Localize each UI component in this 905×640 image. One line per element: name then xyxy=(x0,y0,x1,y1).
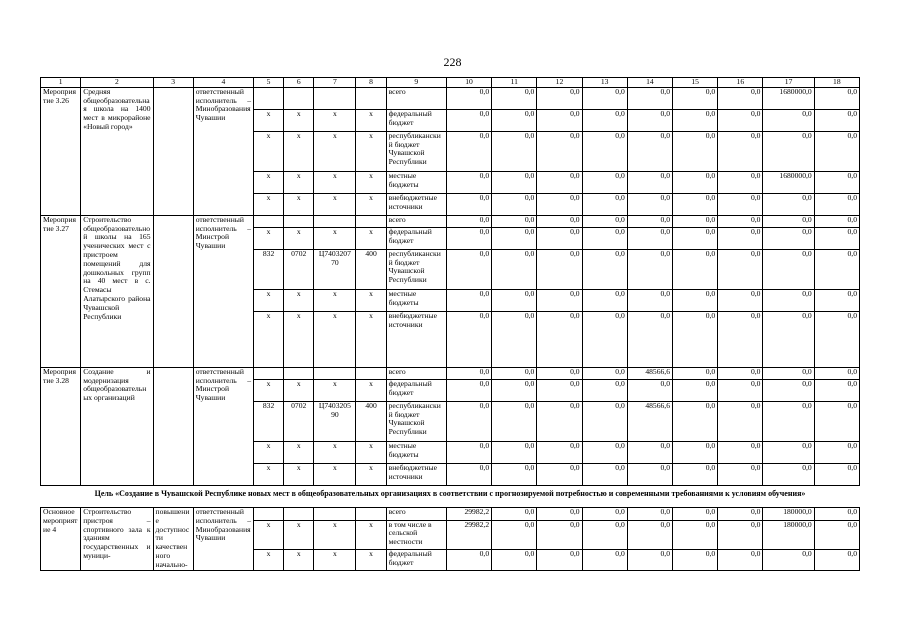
value-cell: 0,0 xyxy=(492,549,537,570)
value-cell: 0,0 xyxy=(718,463,763,485)
value-cell: 0,0 xyxy=(627,171,672,193)
value-cell: 0,0 xyxy=(492,311,537,367)
value-cell: 0,0 xyxy=(446,549,491,570)
value-cell: 0,0 xyxy=(763,249,814,289)
value-cell: 0,0 xyxy=(627,87,672,109)
code-cell: Ц7403205 90 xyxy=(314,401,356,441)
code-cell: x xyxy=(284,463,314,485)
code-cell: x xyxy=(314,109,356,131)
value-cell: 0,0 xyxy=(446,367,491,379)
value-cell: 0,0 xyxy=(537,227,582,249)
column-number-header: 15 xyxy=(673,78,718,88)
code-cell: x xyxy=(254,441,284,463)
responsible-cell: ответственный исполнитель – Минстрой Чувашии xyxy=(193,215,253,367)
value-cell: 0,0 xyxy=(446,463,491,485)
code-cell: x xyxy=(356,379,386,401)
value-cell: 0,0 xyxy=(627,520,672,549)
code-cell: 832 xyxy=(254,401,284,441)
value-cell: 0,0 xyxy=(763,289,814,311)
code-cell: x xyxy=(314,311,356,367)
value-cell: 0,0 xyxy=(492,379,537,401)
value-cell: 0,0 xyxy=(814,289,859,311)
value-cell: 0,0 xyxy=(718,508,763,521)
value-cell: 0,0 xyxy=(673,131,718,171)
table-row xyxy=(41,367,860,379)
code-cell: x xyxy=(284,549,314,570)
value-cell: 0,0 xyxy=(763,441,814,463)
value-cell: 0,0 xyxy=(814,193,859,215)
value-cell: 0,0 xyxy=(814,249,859,289)
code-cell: x xyxy=(356,131,386,171)
table-row xyxy=(41,508,860,521)
code-cell: x xyxy=(314,549,356,570)
empty-cell xyxy=(153,367,193,485)
value-cell: 0,0 xyxy=(673,441,718,463)
value-cell: 0,0 xyxy=(537,367,582,379)
budget-table xyxy=(40,77,860,486)
value-cell: 0,0 xyxy=(537,311,582,367)
value-cell: 0,0 xyxy=(814,109,859,131)
value-cell: 0,0 xyxy=(492,193,537,215)
funding-source-cell: местные бюджеты xyxy=(386,289,446,311)
value-cell: 0,0 xyxy=(718,215,763,227)
code-cell: x xyxy=(284,441,314,463)
value-cell: 0,0 xyxy=(492,508,537,521)
funding-source-cell: внебюджетные источники xyxy=(386,193,446,215)
value-cell: 0,0 xyxy=(718,367,763,379)
code-cell: x xyxy=(254,227,284,249)
value-cell: 0,0 xyxy=(446,193,491,215)
value-cell: 0,0 xyxy=(582,311,627,367)
column-number-header: 12 xyxy=(537,78,582,88)
value-cell: 0,0 xyxy=(673,249,718,289)
column-number-header: 2 xyxy=(81,78,153,88)
value-cell: 0,0 xyxy=(814,227,859,249)
value-cell: 0,0 xyxy=(582,441,627,463)
code-cell xyxy=(314,215,356,227)
value-cell: 0,0 xyxy=(537,249,582,289)
funding-source-cell: федеральный бюджет xyxy=(386,227,446,249)
value-cell: 0,0 xyxy=(627,227,672,249)
value-cell: 0,0 xyxy=(537,520,582,549)
column-number-header: 14 xyxy=(627,78,672,88)
value-cell: 0,0 xyxy=(492,109,537,131)
page-number: 228 xyxy=(443,55,462,69)
code-cell xyxy=(254,508,284,521)
value-cell: 0,0 xyxy=(446,289,491,311)
value-cell: 0,0 xyxy=(627,508,672,521)
goal-cell: повышение доступности качественного начально- xyxy=(153,508,193,571)
column-number-header: 17 xyxy=(763,78,814,88)
value-cell: 0,0 xyxy=(582,109,627,131)
value-cell: 0,0 xyxy=(446,441,491,463)
value-cell: 0,0 xyxy=(582,508,627,521)
value-cell: 0,0 xyxy=(763,401,814,441)
value-cell: 0,0 xyxy=(492,367,537,379)
code-cell: x xyxy=(356,289,386,311)
value-cell: 0,0 xyxy=(537,87,582,109)
value-cell: 0,0 xyxy=(582,131,627,171)
column-number-header: 13 xyxy=(582,78,627,88)
value-cell: 0,0 xyxy=(582,463,627,485)
column-number-header: 3 xyxy=(153,78,193,88)
column-number-header: 11 xyxy=(492,78,537,88)
code-cell: x xyxy=(314,441,356,463)
responsible-cell: ответственный исполнитель – Минобразования Чувашии xyxy=(193,508,253,571)
table-row xyxy=(41,87,860,109)
value-cell: 0,0 xyxy=(446,379,491,401)
funding-source-cell: республиканский бюджет Чувашской Республики xyxy=(386,131,446,171)
value-cell: 0,0 xyxy=(814,441,859,463)
value-cell: 0,0 xyxy=(763,193,814,215)
table-row xyxy=(41,215,860,227)
value-cell: 0,0 xyxy=(492,401,537,441)
value-cell: 0,0 xyxy=(537,171,582,193)
value-cell: 0,0 xyxy=(814,215,859,227)
code-cell: x xyxy=(356,171,386,193)
value-cell: 0,0 xyxy=(718,171,763,193)
funding-source-cell: федеральный бюджет xyxy=(386,379,446,401)
value-cell: 0,0 xyxy=(673,311,718,367)
funding-source-cell: внебюджетные источники xyxy=(386,463,446,485)
goal-heading: Цель «Создание в Чувашской Республике новых мест в общеобразовательных организациях в соответствии с прогнозируемой потребностью и современными требованиями к условиям обучения» xyxy=(94,489,806,498)
code-cell: x xyxy=(284,193,314,215)
event-id-cell: Основное мероприятие 4 xyxy=(41,508,81,571)
code-cell: 400 xyxy=(356,249,386,289)
value-cell: 0,0 xyxy=(763,131,814,171)
value-cell: 0,0 xyxy=(814,87,859,109)
header-row xyxy=(41,78,860,88)
column-number-header: 1 xyxy=(41,78,81,88)
funding-source-cell: всего xyxy=(386,508,446,521)
code-cell: x xyxy=(254,289,284,311)
value-cell: 0,0 xyxy=(814,367,859,379)
value-cell: 0,0 xyxy=(537,508,582,521)
value-cell: 0,0 xyxy=(673,401,718,441)
value-cell: 0,0 xyxy=(446,249,491,289)
value-cell: 0,0 xyxy=(627,289,672,311)
value-cell: 0,0 xyxy=(492,289,537,311)
value-cell: 0,0 xyxy=(763,379,814,401)
code-cell: x xyxy=(356,441,386,463)
value-cell: 0,0 xyxy=(673,367,718,379)
value-cell: 0,0 xyxy=(627,549,672,570)
value-cell: 0,0 xyxy=(814,131,859,171)
code-cell: x xyxy=(254,171,284,193)
value-cell: 0,0 xyxy=(673,215,718,227)
code-cell: x xyxy=(284,520,314,549)
funding-source-cell: всего xyxy=(386,87,446,109)
code-cell xyxy=(356,508,386,521)
funding-source-cell: внебюджетные источники xyxy=(386,311,446,367)
funding-source-cell: в том числе в сельской местности xyxy=(386,520,446,549)
value-cell: 0,0 xyxy=(627,379,672,401)
value-cell: 0,0 xyxy=(763,367,814,379)
code-cell xyxy=(314,367,356,379)
funding-source-cell: федеральный бюджет xyxy=(386,549,446,570)
value-cell: 0,0 xyxy=(814,520,859,549)
code-cell xyxy=(254,87,284,109)
value-cell: 0,0 xyxy=(582,520,627,549)
value-cell: 0,0 xyxy=(673,549,718,570)
value-cell: 0,0 xyxy=(627,249,672,289)
value-cell: 0,0 xyxy=(673,171,718,193)
code-cell: x xyxy=(314,227,356,249)
value-cell: 0,0 xyxy=(537,131,582,171)
value-cell: 0,0 xyxy=(673,227,718,249)
column-number-header: 8 xyxy=(356,78,386,88)
code-cell: x xyxy=(314,379,356,401)
code-cell: x xyxy=(356,227,386,249)
code-cell: x xyxy=(284,227,314,249)
value-cell: 0,0 xyxy=(718,289,763,311)
code-cell: x xyxy=(254,463,284,485)
value-cell: 0,0 xyxy=(763,549,814,570)
value-cell: 0,0 xyxy=(814,401,859,441)
code-cell: Ц7403207 70 xyxy=(314,249,356,289)
empty-cell xyxy=(153,87,193,215)
value-cell: 48566,6 xyxy=(627,367,672,379)
code-cell: x xyxy=(254,131,284,171)
code-cell: 400 xyxy=(356,401,386,441)
value-cell: 0,0 xyxy=(446,131,491,171)
code-cell: x xyxy=(284,289,314,311)
code-cell xyxy=(314,508,356,521)
funding-source-cell: местные бюджеты xyxy=(386,441,446,463)
value-cell: 0,0 xyxy=(814,549,859,570)
column-number-header: 10 xyxy=(446,78,491,88)
code-cell xyxy=(284,367,314,379)
code-cell: x xyxy=(314,193,356,215)
value-cell: 29982,2 xyxy=(446,520,491,549)
value-cell: 0,0 xyxy=(718,131,763,171)
value-cell: 0,0 xyxy=(814,171,859,193)
value-cell: 0,0 xyxy=(446,311,491,367)
value-cell: 0,0 xyxy=(446,215,491,227)
value-cell: 1680000,0 xyxy=(763,171,814,193)
value-cell: 0,0 xyxy=(582,193,627,215)
code-cell: 0702 xyxy=(284,249,314,289)
funding-source-cell: всего xyxy=(386,215,446,227)
value-cell: 0,0 xyxy=(814,379,859,401)
value-cell: 29982,2 xyxy=(446,508,491,521)
value-cell: 0,0 xyxy=(582,249,627,289)
code-cell: x xyxy=(284,131,314,171)
value-cell: 0,0 xyxy=(718,549,763,570)
value-cell: 0,0 xyxy=(673,520,718,549)
code-cell: x xyxy=(284,109,314,131)
code-cell: x xyxy=(314,463,356,485)
code-cell: x xyxy=(314,171,356,193)
code-cell: x xyxy=(254,520,284,549)
value-cell: 0,0 xyxy=(492,171,537,193)
value-cell: 0,0 xyxy=(673,193,718,215)
value-cell: 0,0 xyxy=(718,87,763,109)
value-cell: 0,0 xyxy=(763,311,814,367)
code-cell: x xyxy=(356,463,386,485)
event-id-cell: Мероприятие 3.27 xyxy=(41,215,81,367)
value-cell: 0,0 xyxy=(537,549,582,570)
value-cell: 0,0 xyxy=(718,109,763,131)
value-cell: 0,0 xyxy=(446,171,491,193)
code-cell xyxy=(284,215,314,227)
value-cell: 0,0 xyxy=(763,109,814,131)
code-cell: x xyxy=(284,379,314,401)
funding-source-cell: местные бюджеты xyxy=(386,171,446,193)
value-cell: 0,0 xyxy=(582,367,627,379)
value-cell: 0,0 xyxy=(673,463,718,485)
value-cell: 0,0 xyxy=(446,109,491,131)
value-cell: 0,0 xyxy=(537,289,582,311)
value-cell: 0,0 xyxy=(627,463,672,485)
value-cell: 0,0 xyxy=(492,131,537,171)
value-cell: 0,0 xyxy=(582,549,627,570)
value-cell: 0,0 xyxy=(673,109,718,131)
code-cell: x xyxy=(254,193,284,215)
column-number-header: 7 xyxy=(314,78,356,88)
value-cell: 0,0 xyxy=(627,109,672,131)
code-cell: x xyxy=(254,379,284,401)
code-cell xyxy=(356,215,386,227)
code-cell xyxy=(254,367,284,379)
value-cell: 180000,0 xyxy=(763,520,814,549)
value-cell: 0,0 xyxy=(582,289,627,311)
code-cell: x xyxy=(254,109,284,131)
value-cell: 0,0 xyxy=(627,215,672,227)
value-cell: 1680000,0 xyxy=(763,87,814,109)
value-cell: 0,0 xyxy=(673,508,718,521)
event-id-cell: Мероприятие 3.28 xyxy=(41,367,81,485)
value-cell: 0,0 xyxy=(627,193,672,215)
event-id-cell: Мероприятие 3.26 xyxy=(41,87,81,215)
column-number-header: 4 xyxy=(193,78,253,88)
value-cell: 0,0 xyxy=(582,379,627,401)
value-cell: 0,0 xyxy=(537,109,582,131)
funding-source-cell: федеральный бюджет xyxy=(386,109,446,131)
value-cell: 0,0 xyxy=(718,249,763,289)
value-cell: 0,0 xyxy=(627,131,672,171)
code-cell xyxy=(356,367,386,379)
code-cell xyxy=(314,87,356,109)
event-name-cell: Строительство пристроя – спортивного зала к зданиям государственных и муници- xyxy=(81,508,153,571)
value-cell: 0,0 xyxy=(446,401,491,441)
value-cell: 0,0 xyxy=(627,311,672,367)
code-cell: x xyxy=(356,549,386,570)
value-cell: 0,0 xyxy=(537,401,582,441)
column-number-header: 18 xyxy=(814,78,859,88)
value-cell: 0,0 xyxy=(446,227,491,249)
value-cell: 0,0 xyxy=(492,227,537,249)
value-cell: 0,0 xyxy=(673,87,718,109)
value-cell: 0,0 xyxy=(673,379,718,401)
event-name-cell: Создание и модернизация общеобразовательных организаций xyxy=(81,367,153,485)
value-cell: 0,0 xyxy=(718,311,763,367)
code-cell: x xyxy=(356,109,386,131)
value-cell: 0,0 xyxy=(492,249,537,289)
code-cell: x xyxy=(314,520,356,549)
value-cell: 0,0 xyxy=(718,193,763,215)
funding-source-cell: всего xyxy=(386,367,446,379)
value-cell: 0,0 xyxy=(492,441,537,463)
empty-cell xyxy=(153,215,193,367)
code-cell: x xyxy=(254,311,284,367)
value-cell: 0,0 xyxy=(537,379,582,401)
value-cell: 0,0 xyxy=(446,87,491,109)
value-cell: 48566,6 xyxy=(627,401,672,441)
value-cell: 0,0 xyxy=(582,227,627,249)
value-cell: 0,0 xyxy=(582,215,627,227)
value-cell: 0,0 xyxy=(582,87,627,109)
code-cell: x xyxy=(356,520,386,549)
code-cell: x xyxy=(356,193,386,215)
code-cell: x xyxy=(284,171,314,193)
value-cell: 0,0 xyxy=(537,215,582,227)
value-cell: 0,0 xyxy=(763,463,814,485)
code-cell: x xyxy=(254,549,284,570)
value-cell: 0,0 xyxy=(492,463,537,485)
event-name-cell: Средняя общеобразовательная школа на 1400 мест в микрорайоне «Новый город» xyxy=(81,87,153,215)
value-cell: 0,0 xyxy=(718,227,763,249)
column-number-header: 6 xyxy=(284,78,314,88)
code-cell: x xyxy=(314,289,356,311)
value-cell: 0,0 xyxy=(718,401,763,441)
value-cell: 0,0 xyxy=(492,215,537,227)
value-cell: 0,0 xyxy=(814,508,859,521)
event-name-cell: Строительство общеобразовательной школы на 165 ученических мест с пристроем помещений для дошкольных групп на 40 мест в с. Стемасы Алатырского района Чувашской Республики xyxy=(81,215,153,367)
value-cell: 0,0 xyxy=(627,441,672,463)
code-cell: 0702 xyxy=(284,401,314,441)
value-cell: 0,0 xyxy=(718,441,763,463)
code-cell: x xyxy=(356,311,386,367)
code-cell xyxy=(284,87,314,109)
code-cell: x xyxy=(314,131,356,171)
value-cell: 0,0 xyxy=(582,171,627,193)
code-cell: 832 xyxy=(254,249,284,289)
value-cell: 0,0 xyxy=(537,441,582,463)
value-cell: 180000,0 xyxy=(763,508,814,521)
code-cell xyxy=(356,87,386,109)
value-cell: 0,0 xyxy=(582,401,627,441)
responsible-cell: ответственный исполнитель – Минобразования Чувашии xyxy=(193,87,253,215)
column-number-header: 5 xyxy=(254,78,284,88)
value-cell: 0,0 xyxy=(814,463,859,485)
value-cell: 0,0 xyxy=(718,379,763,401)
column-number-header: 16 xyxy=(718,78,763,88)
funding-source-cell: республиканский бюджет Чувашской Республики xyxy=(386,249,446,289)
value-cell: 0,0 xyxy=(763,215,814,227)
value-cell: 0,0 xyxy=(673,289,718,311)
budget-table-continued xyxy=(40,507,860,571)
value-cell: 0,0 xyxy=(763,227,814,249)
value-cell: 0,0 xyxy=(492,87,537,109)
value-cell: 0,0 xyxy=(492,520,537,549)
value-cell: 0,0 xyxy=(537,193,582,215)
value-cell: 0,0 xyxy=(718,520,763,549)
code-cell xyxy=(254,215,284,227)
funding-source-cell: республиканский бюджет Чувашской Республики xyxy=(386,401,446,441)
code-cell xyxy=(284,508,314,521)
value-cell: 0,0 xyxy=(537,463,582,485)
value-cell: 0,0 xyxy=(814,311,859,367)
column-number-header: 9 xyxy=(386,78,446,88)
responsible-cell: ответственный исполнитель – Минстрой Чувашии xyxy=(193,367,253,485)
code-cell: x xyxy=(284,311,314,367)
